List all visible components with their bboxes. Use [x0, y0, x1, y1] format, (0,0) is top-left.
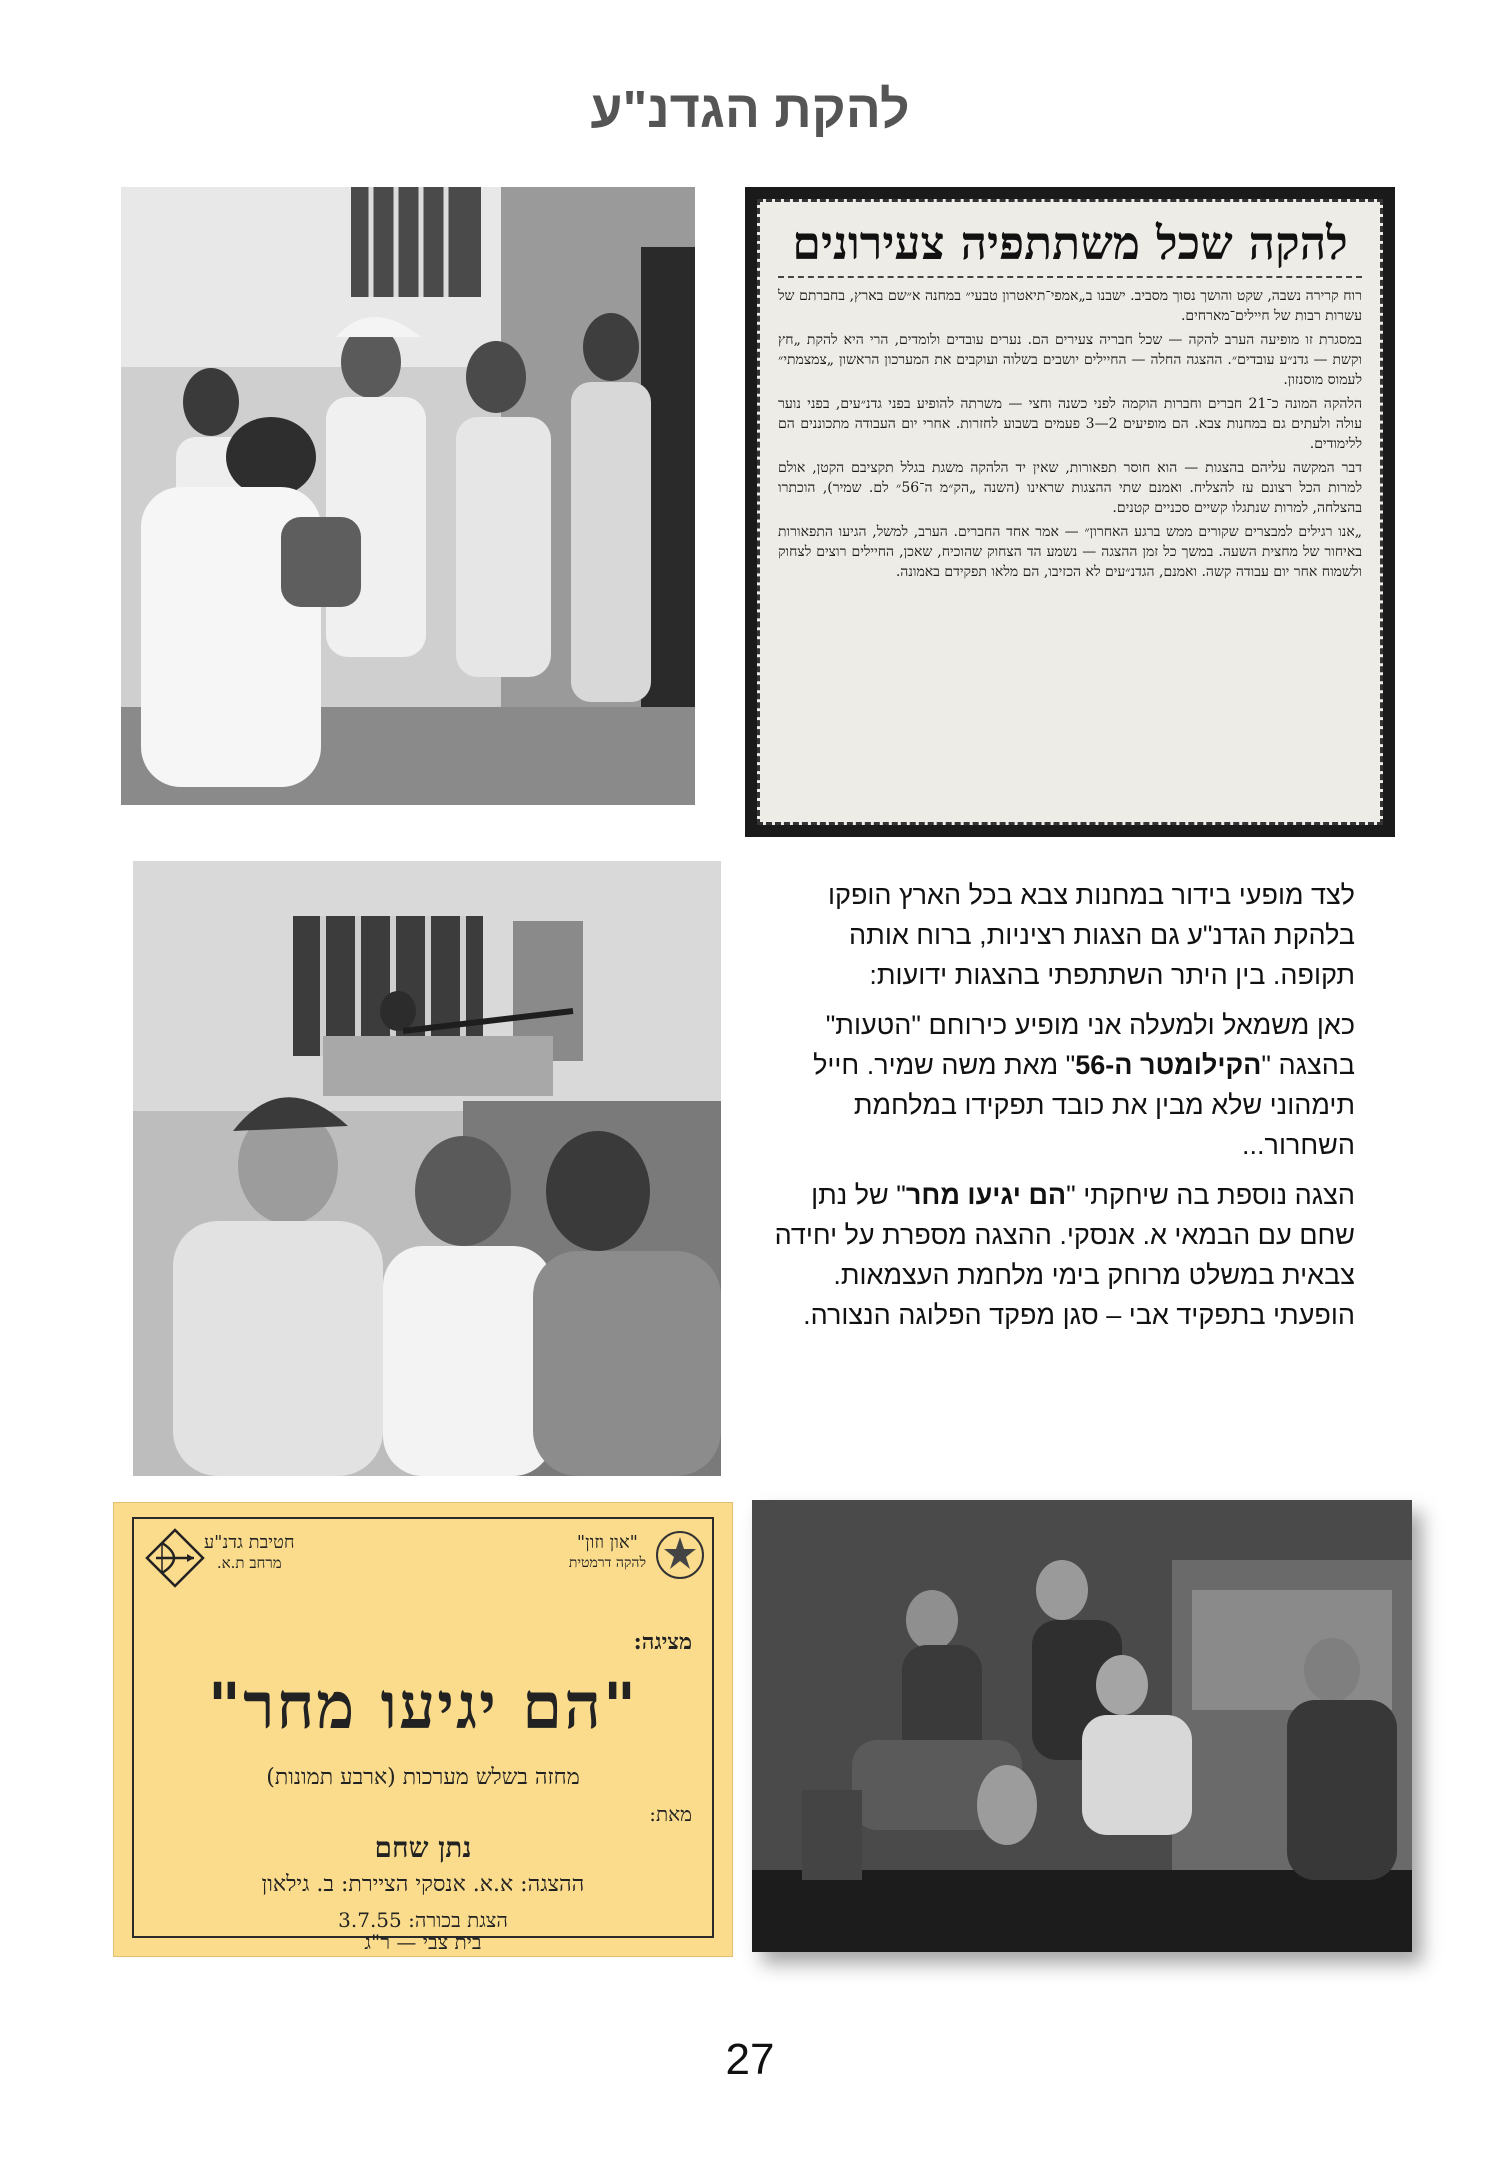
poster-unit-right: [569, 1533, 646, 1573]
poster-by-label: מאת:: [649, 1802, 692, 1826]
clipping-headline: להקה שכל משתתפיה צעירונים: [778, 216, 1362, 278]
poster-unit-left-sub: מרחב ת.א.: [216, 1554, 282, 1572]
article-text: [760, 875, 1355, 1345]
text-paragraph-tomorrow: [760, 1175, 1355, 1335]
clipping-paragraph: במסגרת זו מופיעה הערב להקה — שכל חבריה צעירים הם. נערים עובדים ולומדים, הרי היא להקת „חץ וקשת — גדנ״ע עובדים״. ההצגה החלה — החיילים יושבים בשלוה ועוקבים את המערכון הראשון „צמצמתי״ לעמוס מוסנזון.: [778, 332, 1362, 388]
poster-author: נתן שחם: [374, 1831, 472, 1864]
clipping-paragraph: „אנו רגילים למבצרים שקורים ממש ברגע האחרון״ — אמר אחד החברים. הערב, למשל, הגיעו התפאורות באיחור של מחצית השעה. במשך כל זמן ההצגה — נשמע הד הצחוק שהוכיח, שאכן, החיילים רוצים לצחוק ולשמוח אחר יום עבודה קשה. ואמנם, הגדנ״עים לא הכזיבו, הם מלאו תפקידם באמונה.: [778, 524, 1362, 580]
poster-presents: מציגה:: [633, 1629, 692, 1655]
poster-subtitle: מחזה בשלש מערכות (ארבע תמונות): [266, 1765, 580, 1790]
poster-premiere: [134, 1909, 712, 1953]
photo-performers-stage: [133, 861, 721, 1476]
poster-play-title: "הם יגיעו מחר": [207, 1669, 639, 1744]
poster-unit-right-name: "און וזון": [576, 1532, 638, 1553]
bow-arrow-icon: [144, 1527, 206, 1589]
poster-unit-right-sub: להקה דרמטית: [568, 1555, 646, 1571]
photo-soldiers-bunker: [752, 1500, 1412, 1952]
text-span: " מאת משה שמיר. חייל תימהוני שלא מבין את כובד תפקידו במלחמת השחרור...: [813, 1050, 1355, 1160]
play-poster: [113, 1502, 733, 1957]
play-name-kilometer: הקילומטר ה-56: [1075, 1050, 1262, 1080]
clipping-body: [778, 286, 1362, 582]
newspaper-clipping: [745, 187, 1395, 837]
unit-emblem-icon: [654, 1529, 706, 1581]
poster-premiere-venue: בית צבי — ר"ג: [364, 1930, 482, 1954]
clipping-paragraph: רוח קרירה נשבה, שקט והושך נסוך מסביב. ישבנו ב„אמפי־תיאטרון טבעי״ במחנה א״שם בארץ, בחברתם של עשרות רבות של חיילים־מארחים.: [778, 288, 1363, 324]
poster-frame: [132, 1517, 714, 1954]
poster-unit-left: [204, 1533, 295, 1573]
text-paragraph-kilometer: [760, 1005, 1355, 1165]
text-span: כאן משמאל ולמעלה אני מופיע כירוחם "הטעות" בהצגה ": [825, 1010, 1355, 1080]
clipping-paragraph: הלהקה המונה כ־21 חברים וחברות הוקמה לפני כשנה וחצי — משרתה להופיע בפני גדנ״עים, בפני נוער עולה ולעתים גם במחנות צבא. הם מופיעים 2—3 פעמים בשבוע לחזרות. אחרי יום העבודה מתכוננים הם ללימודים.: [778, 396, 1362, 452]
page-number: 27: [725, 2035, 775, 2084]
text-span: הצגה נוספת בה שיחקתי ": [1066, 1180, 1355, 1210]
poster-premiere-date: הצגת בכורה: 3.7.55: [338, 1908, 508, 1932]
play-name-tomorrow: הם יגיעו מחר: [905, 1180, 1067, 1210]
clipping-paragraph: דבר המקשה עליהם בהצגות — הוא חוסר תפאורות, שאין יד הלהקה משגת בגלל תקציבם הקטן, אולם למרות הכל רצונם עז להצליח. ואמנם שתי ההצגות שראינו (השנה „הק״מ ה־56״ לם. שמיר), הוכתרו בהצלחה, למרות שנתגלו קשיים סכניים קטנים.: [778, 460, 1362, 516]
text-paragraph-intro: לצד מופעי בידור במחנות צבא בכל הארץ הופקו בלהקת הגדנ"ע גם הצגות רציניות, ברוח אותה תקופה. בין היתר השתתפתי בהצגות ידועות:: [828, 880, 1355, 990]
poster-credits: ההצגה: א.א. אנסקי הציירת: ב. גילאון: [261, 1872, 585, 1897]
page-title: להקת הגדנ"ע: [590, 81, 910, 139]
text-span: " של נתן שחם עם הבמאי א. אנסקי. ההצגה מספרת על יחידה צבאית במשלט מרוחק בימי מלחמת העצמאות. הופעתי בתפקיד אבי – סגן מפקד הפלוגה הנצורה.: [774, 1180, 1355, 1330]
poster-unit-left-name: חטיבת גדנ"ע: [204, 1532, 295, 1553]
photo-boys-courtyard: [121, 187, 695, 805]
